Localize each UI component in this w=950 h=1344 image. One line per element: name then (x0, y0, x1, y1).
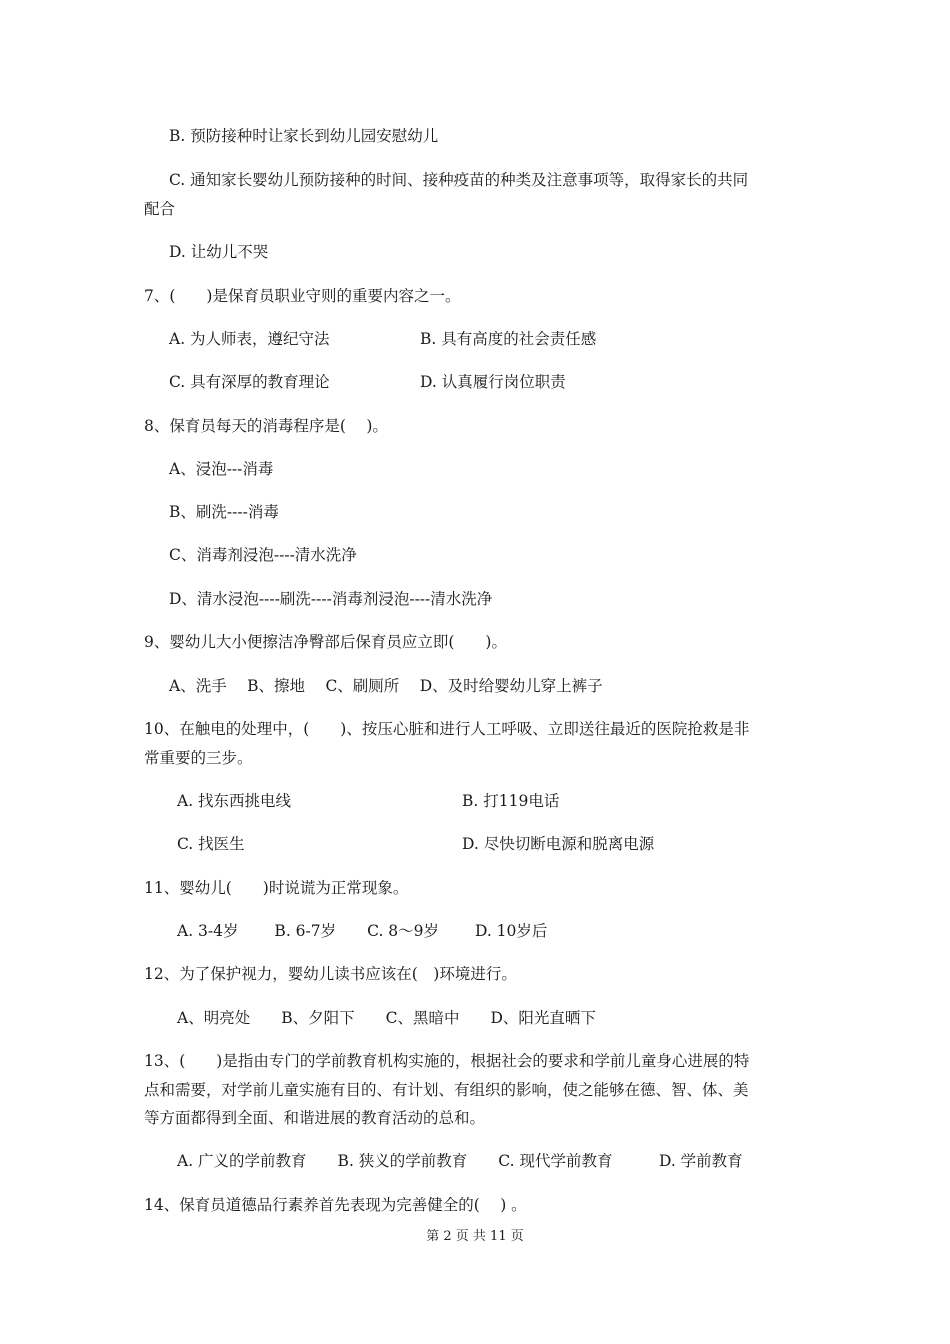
q7-option-b: B. 具有高度的社会责任感 (420, 330, 597, 348)
q7-option-a: A. 为人师表，遵纪守法 (169, 330, 330, 348)
q10-option-a: A. 找东西挑电线 (177, 792, 292, 810)
q10-option-d: D. 尽快切断电源和脱离电源 (462, 835, 655, 853)
q6-option-c-line2: 配合 (144, 200, 176, 218)
q9-stem: 9、婴幼儿大小便擦洁净臀部后保育员应立即( )。 (144, 633, 507, 651)
q8-option-d: D、清水浸泡----刷洗----消毒剂浸泡----清水洗净 (169, 590, 493, 608)
q10-stem-line2: 常重要的三步。 (144, 749, 253, 767)
q10-option-c: C. 找医生 (177, 835, 245, 853)
q7-option-d: D. 认真履行岗位职责 (420, 373, 566, 391)
q7-option-c: C. 具有深厚的教育理论 (169, 373, 330, 391)
q12-stem: 12、为了保护视力，婴幼儿读书应该在( )环境进行。 (144, 965, 517, 983)
q6-option-c-line1: C. 通知家长婴幼儿预防接种的时间、接种疫苗的种类及注意事项等，取得家长的共同 (169, 171, 749, 189)
q13-options: A. 广义的学前教育 B. 狭义的学前教育 C. 现代学前教育 D. 学前教育 (177, 1152, 743, 1170)
q11-stem: 11、婴幼儿( )时说谎为正常现象。 (144, 879, 409, 897)
q13-stem-line1: 13、( )是指由专门的学前教育机构实施的，根据社会的要求和学前儿童身心进展的特 (144, 1052, 750, 1070)
q8-option-a: A、浸泡---消毒 (169, 460, 274, 478)
q8-option-b: B、刷洗----消毒 (169, 503, 279, 521)
q11-options: A. 3-4岁 B. 6-7岁 C. 8～9岁 D. 10岁后 (177, 922, 548, 940)
q13-stem-line3: 等方面都得到全面、和谐进展的教育活动的总和。 (144, 1109, 486, 1127)
q12-options: A、明亮处 B、夕阳下 C、黑暗中 D、阳光直晒下 (177, 1009, 596, 1027)
q14-stem: 14、保育员道德品行素养首先表现为完善健全的( ) 。 (144, 1196, 527, 1214)
q13-stem-line2: 点和需要，对学前儿童实施有目的、有计划、有组织的影响，使之能够在德、智、体、美 (144, 1081, 749, 1099)
q10-option-b: B. 打119电话 (462, 792, 560, 810)
q8-stem: 8、保育员每天的消毒程序是( )。 (144, 417, 388, 435)
q6-option-b: B. 预防接种时让家长到幼儿园安慰幼儿 (169, 127, 439, 145)
q10-stem-line1: 10、在触电的处理中，( )、按压心脏和进行人工呼吸、立即送往最近的医院抢救是非 (144, 720, 750, 738)
page-footer: 第 2 页 共 11 页 (426, 1229, 524, 1244)
q9-options: A、洗手 B、擦地 C、刷厕所 D、及时给婴幼儿穿上裤子 (169, 677, 603, 695)
q6-option-d: D. 让幼儿不哭 (169, 243, 269, 261)
q7-stem: 7、( )是保育员职业守则的重要内容之一。 (144, 287, 461, 305)
q8-option-c: C、消毒剂浸泡----清水洗净 (169, 546, 357, 564)
